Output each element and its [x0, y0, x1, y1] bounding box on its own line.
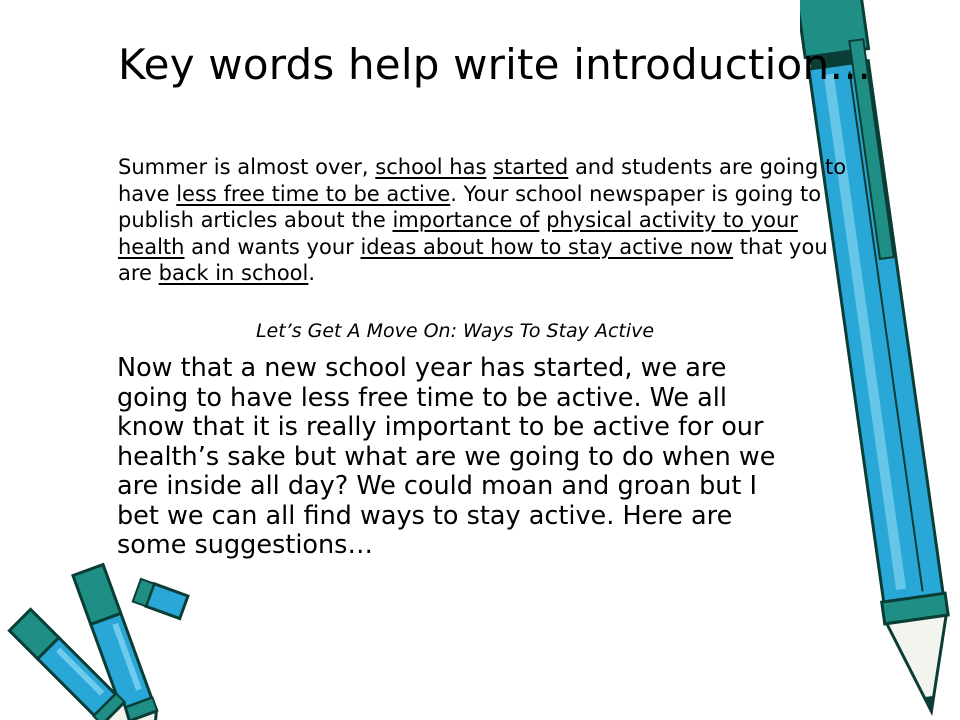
writing-prompt — [118, 154, 866, 287]
keyword-less-free-time: less free time to be active — [176, 181, 451, 206]
essay-introduction: Now that a new school year has started, we are going to have less free time to be active. We all know that it is really important to be active for our health’s sake but what are we going to do when we are inside all day? We could moan and groan but I bet we can all find ways to stay active. Here are some suggestions… — [117, 353, 776, 560]
prompt-segment: . Your school newspaper is going to publish articles about the — [118, 181, 822, 232]
prompt-segment: and students are going to have — [118, 155, 847, 206]
keyword-importance-of: importance of — [392, 208, 540, 232]
pencil-right-icon — [800, 0, 960, 720]
keyword-started: started — [493, 155, 569, 179]
keyword-school-has: school has — [375, 155, 487, 179]
keyword-ideas: ideas about how to stay active now — [360, 234, 734, 259]
prompt-segment: that you are — [118, 234, 828, 285]
slide-title: Key words help write introduction… — [118, 40, 872, 89]
prompt-segment: and wants your — [184, 234, 361, 259]
essay-subtitle: Let’s Get A Move On: Ways To Stay Active — [255, 320, 655, 342]
keyword-physical-activity: physical activity to your health — [118, 208, 798, 259]
prompt-segment: . — [308, 261, 316, 285]
pencils-left-icon — [0, 560, 210, 720]
keyword-back-in-school: back in school — [158, 261, 309, 285]
prompt-segment: Summer is almost over, — [118, 155, 376, 179]
